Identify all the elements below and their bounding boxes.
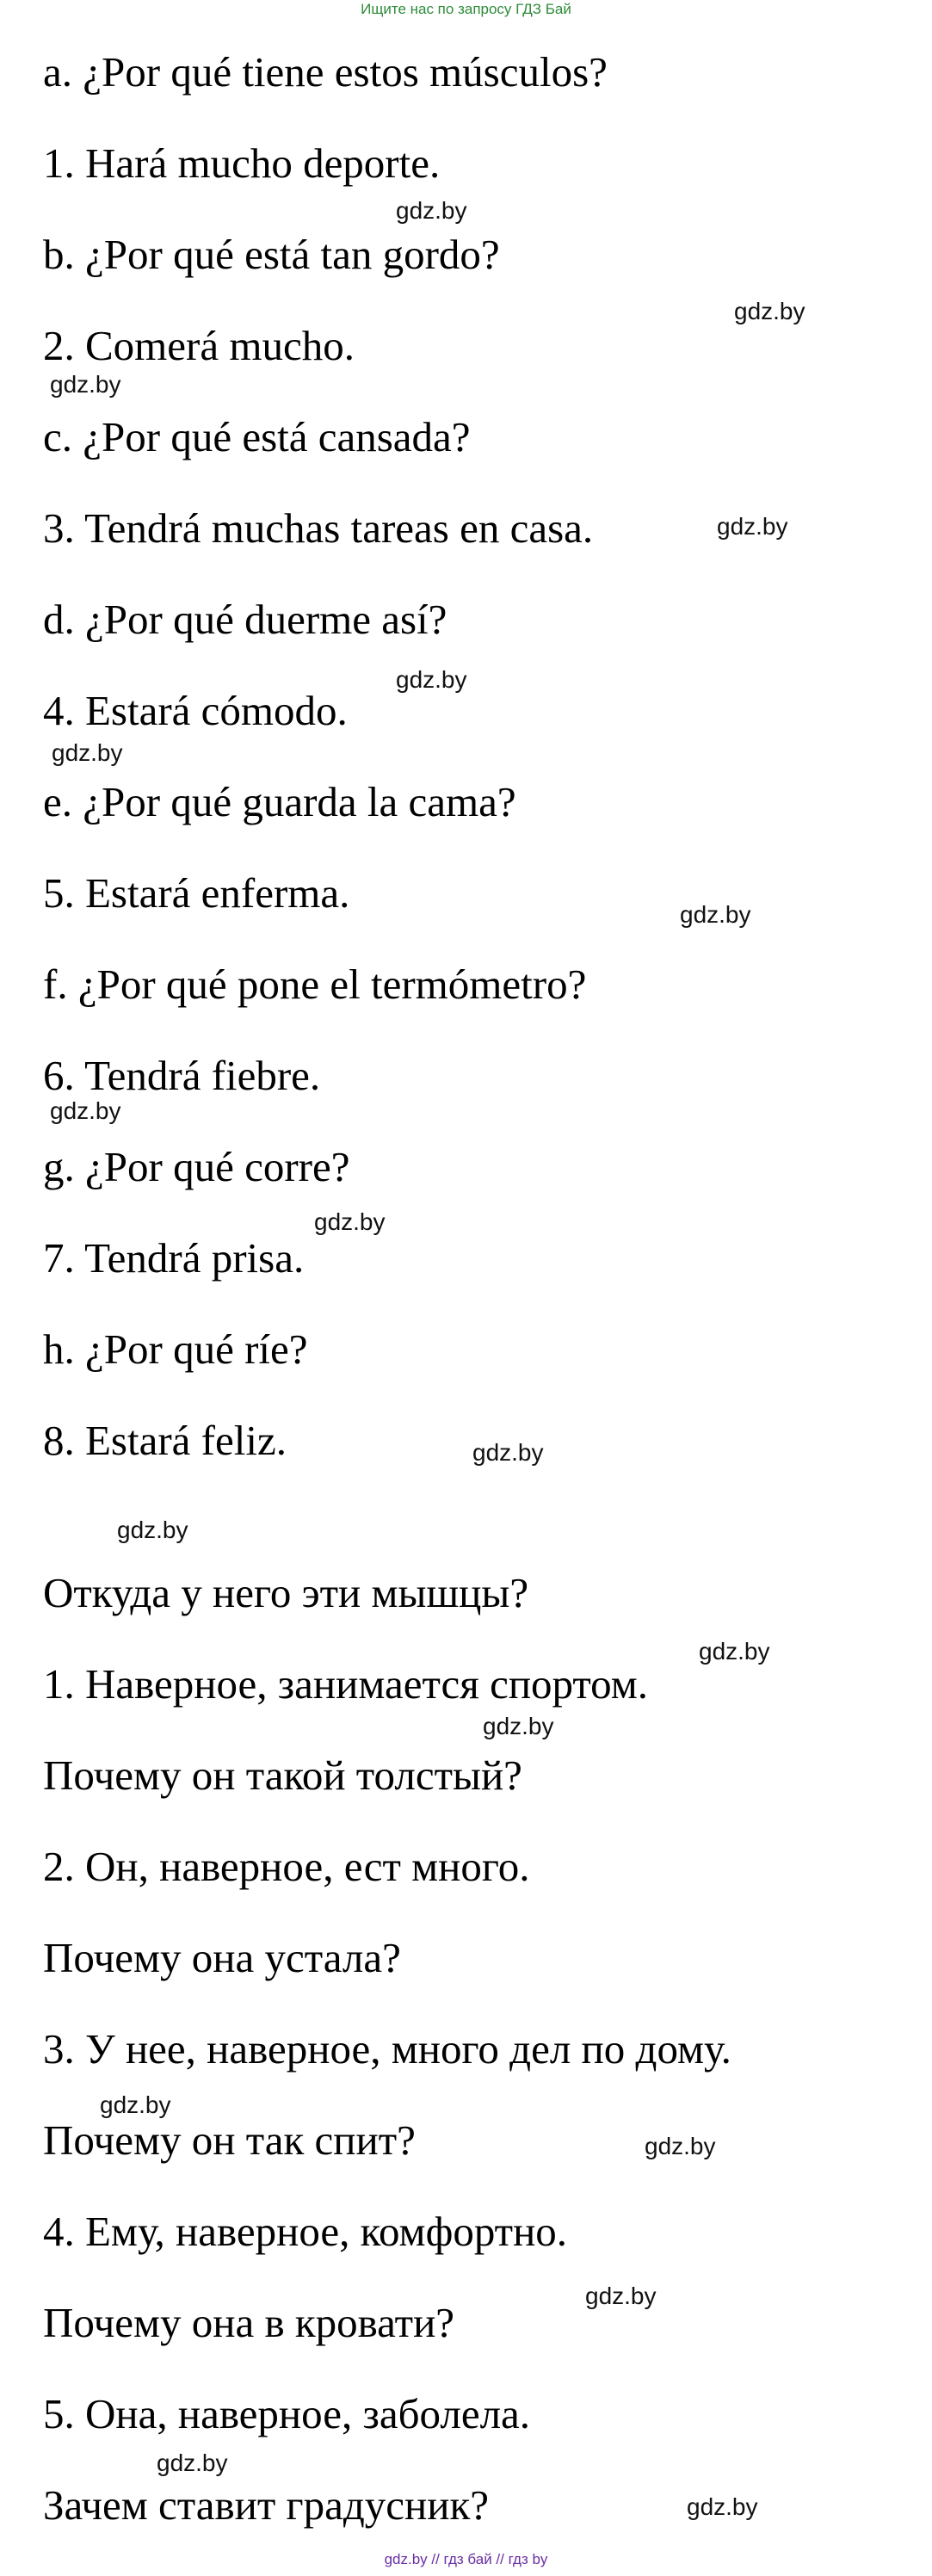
watermark: gdz.by	[157, 2449, 228, 2476]
watermark: gdz.by	[687, 2493, 758, 2520]
russian-question-6: Зачем ставит градусник?	[43, 2481, 490, 2529]
russian-answer-3: 3. У нее, наверное, много дел по дому.	[43, 2025, 731, 2073]
spanish-answer-8: 8. Estará feliz.	[43, 1417, 287, 1464]
watermark: gdz.by	[314, 1208, 386, 1235]
watermark: gdz.by	[50, 371, 121, 398]
spanish-answer-4: 4. Estará cómodo.	[43, 687, 348, 734]
watermark: gdz.by	[472, 1439, 544, 1466]
watermark: gdz.by	[52, 739, 123, 766]
russian-question-5: Почему она в кровати?	[43, 2299, 455, 2346]
spanish-question-b: b. ¿Por qué está tan gordo?	[43, 231, 500, 278]
spanish-answer-2: 2. Comerá mucho.	[43, 322, 355, 369]
russian-answer-5: 5. Она, наверное, заболела.	[43, 2390, 531, 2437]
spanish-question-d: d. ¿Por qué duerme así?	[43, 596, 447, 643]
spanish-question-a: a. ¿Por qué tiene estos músculos?	[43, 48, 608, 96]
spanish-question-g: g. ¿Por qué corre?	[43, 1143, 350, 1190]
top-banner: Ищите нас по запросу ГДЗ Бай	[361, 1, 571, 17]
watermark: gdz.by	[396, 666, 467, 693]
watermark: gdz.by	[699, 1638, 770, 1665]
russian-question-3: Почему она устала?	[43, 1934, 401, 1981]
watermark: gdz.by	[100, 2091, 171, 2118]
spanish-answer-3: 3. Tendrá muchas tareas en casa.	[43, 504, 594, 552]
spanish-question-c: c. ¿Por qué está cansada?	[43, 413, 471, 460]
watermark: gdz.by	[585, 2283, 657, 2309]
watermark: gdz.by	[396, 197, 467, 224]
spanish-question-f: f. ¿Por qué pone el termómetro?	[43, 961, 587, 1008]
spanish-question-e: e. ¿Por qué guarda la cama?	[43, 778, 516, 825]
watermark: gdz.by	[117, 1517, 188, 1543]
spanish-answer-1: 1. Hará mucho deporte.	[43, 139, 441, 187]
russian-answer-2: 2. Он, наверное, ест много.	[43, 1843, 530, 1890]
watermark: gdz.by	[717, 513, 788, 540]
russian-answer-4: 4. Ему, наверное, комфортно.	[43, 2208, 568, 2255]
russian-question-2: Почему он такой толстый?	[43, 1751, 522, 1799]
watermark: gdz.by	[680, 901, 751, 928]
russian-question-1: Откуда у него эти мышцы?	[43, 1569, 529, 1616]
russian-answer-1: 1. Наверное, занимается спортом.	[43, 1660, 648, 1708]
watermark: gdz.by	[50, 1097, 121, 1124]
watermark: gdz.by	[483, 1713, 554, 1739]
russian-question-4: Почему он так спит?	[43, 2116, 416, 2164]
spanish-question-h: h. ¿Por qué ríe?	[43, 1325, 308, 1373]
footer-links: gdz.by // гдз бай // гдз by	[384, 2551, 548, 2567]
watermark: gdz.by	[645, 2133, 716, 2159]
spanish-answer-6: 6. Tendrá fiebre.	[43, 1052, 321, 1099]
watermark: gdz.by	[734, 298, 805, 324]
spanish-answer-7: 7. Tendrá prisa.	[43, 1234, 305, 1282]
spanish-answer-5: 5. Estará enferma.	[43, 869, 350, 917]
